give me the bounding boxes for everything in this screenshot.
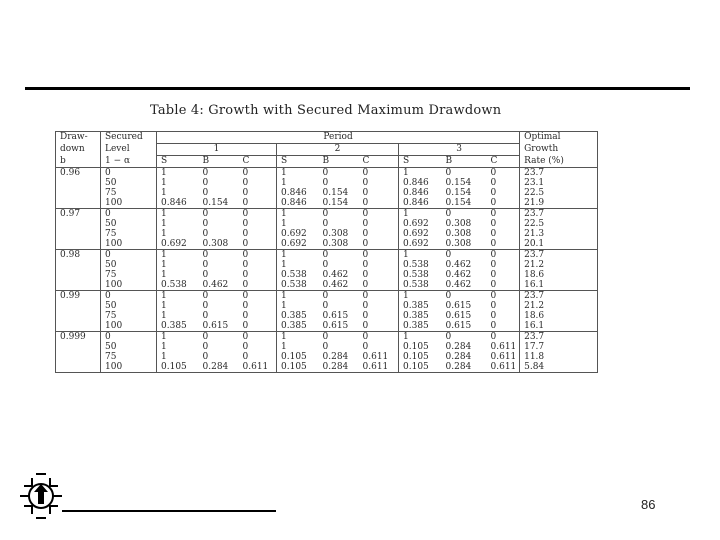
allocation-cell: 0: [442, 209, 487, 220]
allocation-cell: 0: [487, 291, 520, 302]
allocation-cell: 0.105: [157, 362, 199, 373]
header-drawdown-line-1: Draw-: [56, 132, 101, 144]
allocation-cell: 0: [239, 250, 277, 261]
secured-level-cell: 50: [101, 219, 157, 229]
allocation-cell: 0: [359, 332, 399, 343]
allocation-cell: 0: [239, 260, 277, 270]
allocation-cell: 0.538: [281, 280, 307, 290]
allocation-cell: 1: [281, 260, 287, 270]
drawdown-cell: [56, 260, 101, 270]
header-secured-line-1: Secured: [101, 132, 157, 144]
drawdown-cell: [56, 229, 101, 239]
drawdown-cell: [56, 280, 101, 291]
growth-rate-cell: 23.7: [520, 332, 598, 343]
allocation-cell: 1: [161, 301, 167, 311]
allocation-cell: 0: [319, 291, 359, 302]
allocation-cell: 0: [199, 168, 239, 179]
allocation-cell: 0.385: [281, 311, 307, 321]
allocation-cell: 0: [239, 280, 277, 291]
header-period-3: 3: [399, 144, 520, 156]
drawdown-cell: [56, 342, 101, 352]
allocation-cell: 1: [281, 219, 287, 229]
page-number: 86: [641, 497, 656, 512]
table-row: [56, 168, 598, 179]
drawdown-cell: [56, 198, 101, 209]
allocation-cell: 0.105: [277, 362, 319, 373]
drawdown-cell: [56, 188, 101, 198]
header-drawdown-line-3: b: [56, 156, 101, 168]
allocation-cell: 0: [322, 301, 329, 311]
allocation-cell: 1: [161, 219, 167, 229]
table-row: [56, 198, 598, 209]
allocation-cell: 0: [487, 321, 520, 332]
secured-level-cell: 75: [101, 311, 157, 321]
allocation-cell: 0: [487, 239, 520, 250]
allocation-cell: 0.538: [161, 280, 187, 290]
allocation-cell: 1: [161, 229, 167, 239]
allocation-cell: 0: [202, 178, 209, 188]
allocation-cell: 0.615: [202, 321, 229, 331]
header-secured-line-2: Level: [101, 144, 157, 156]
allocation-cell: 0: [239, 270, 277, 280]
secured-level-cell: 75: [101, 352, 157, 362]
allocation-cell: 0.284: [445, 352, 472, 362]
allocation-cell: 1: [399, 250, 442, 261]
secured-level-cell: 100: [101, 362, 157, 373]
allocation-cell: 0.611: [239, 362, 277, 373]
allocation-cell: 0: [239, 352, 277, 362]
allocation-cell: 0.462: [445, 280, 472, 290]
allocation-cell: 0: [199, 209, 239, 220]
allocation-cell: 0.154: [445, 198, 472, 208]
drawdown-cell: 0.97: [56, 209, 101, 220]
table-row: [56, 260, 598, 270]
secured-level-cell: 50: [101, 301, 157, 311]
allocation-cell: 0: [487, 311, 520, 321]
allocation-cell: 0.462: [445, 260, 472, 270]
allocation-cell: 0: [239, 229, 277, 239]
growth-rate-cell: 5.84: [520, 362, 598, 373]
bottom-rule: [62, 510, 276, 512]
allocation-cell: 0.105: [399, 362, 442, 373]
allocation-cell: 1: [157, 209, 199, 220]
allocation-cell: 0: [199, 332, 239, 343]
table-row: [56, 342, 598, 352]
allocation-cell: 0.385: [403, 311, 429, 321]
allocation-cell: 0.284: [199, 362, 239, 373]
allocation-cell: 0: [202, 229, 209, 239]
allocation-cell: 0: [487, 332, 520, 343]
table-row: [56, 321, 598, 332]
drawdown-cell: [56, 301, 101, 311]
allocation-cell: 0: [359, 250, 399, 261]
allocation-cell: 0.154: [322, 198, 349, 208]
allocation-cell: 0: [487, 198, 520, 209]
allocation-cell: 0.105: [403, 342, 429, 352]
allocation-cell: 0: [487, 280, 520, 291]
allocation-cell: 0.284: [445, 342, 472, 352]
header-asset-8: C: [487, 156, 520, 168]
secured-level-cell: 100: [101, 198, 157, 209]
table-row: [56, 362, 598, 373]
table-row: [56, 229, 598, 239]
allocation-cell: 1: [157, 168, 199, 179]
allocation-cell: 0: [442, 332, 487, 343]
allocation-cell: 0.462: [322, 280, 349, 290]
allocation-cell: 1: [161, 352, 167, 362]
allocation-cell: 0: [359, 291, 399, 302]
allocation-cell: 1: [157, 250, 199, 261]
allocation-cell: 0.846: [161, 198, 187, 208]
allocation-cell: 0: [359, 188, 399, 198]
header-drawdown-line-2: down: [56, 144, 101, 156]
allocation-cell: 0: [319, 168, 359, 179]
header-asset-4: B: [319, 156, 359, 168]
allocation-cell: 0: [322, 178, 329, 188]
drawdown-cell: 0.98: [56, 250, 101, 261]
allocation-cell: 0: [359, 280, 399, 291]
allocation-cell: 0: [239, 168, 277, 179]
allocation-cell: 0: [487, 188, 520, 198]
table-row: [56, 280, 598, 291]
allocation-cell: 1: [277, 168, 319, 179]
allocation-cell: 0.154: [322, 188, 349, 198]
growth-rate-cell: 18.6: [520, 270, 598, 280]
allocation-cell: 0.615: [322, 321, 349, 331]
allocation-cell: 0.846: [403, 198, 429, 208]
allocation-cell: 0: [487, 270, 520, 280]
growth-rate-cell: 17.7: [520, 342, 598, 352]
growth-rate-cell: 21.9: [520, 198, 598, 209]
growth-rate-cell: 22.5: [520, 219, 598, 229]
growth-rate-cell: 16.1: [520, 280, 598, 291]
table-row: [56, 332, 598, 343]
secured-level-cell: 0: [101, 250, 157, 261]
allocation-cell: 0: [202, 352, 209, 362]
allocation-cell: 0: [202, 301, 209, 311]
allocation-cell: 0.462: [322, 270, 349, 280]
secured-level-cell: 50: [101, 260, 157, 270]
allocation-cell: 1: [157, 332, 199, 343]
secured-level-cell: 75: [101, 188, 157, 198]
allocation-cell: 0.385: [403, 321, 429, 331]
allocation-cell: 0.615: [322, 311, 349, 321]
allocation-cell: 0: [359, 198, 399, 209]
allocation-cell: 0: [359, 219, 399, 229]
secured-level-cell: 75: [101, 229, 157, 239]
allocation-cell: 0.462: [202, 280, 229, 290]
allocation-cell: 0: [359, 229, 399, 239]
header-period-1: 1: [157, 144, 277, 156]
allocation-cell: 0: [239, 239, 277, 250]
growth-rate-cell: 21.3: [520, 229, 598, 239]
allocation-cell: 0: [322, 219, 329, 229]
allocation-cell: 0.611: [487, 352, 520, 362]
growth-rate-cell: 21.2: [520, 260, 598, 270]
secured-level-cell: 0: [101, 291, 157, 302]
secured-level-cell: 0: [101, 209, 157, 220]
allocation-cell: 0: [359, 311, 399, 321]
allocation-cell: 0: [359, 260, 399, 270]
allocation-cell: 0: [359, 270, 399, 280]
allocation-cell: 0.692: [161, 239, 187, 249]
drawdown-cell: [56, 362, 101, 373]
institution-logo: [16, 470, 66, 522]
allocation-cell: 0.611: [487, 342, 520, 352]
drawdown-cell: [56, 321, 101, 332]
allocation-cell: 0: [487, 301, 520, 311]
allocation-cell: 1: [161, 178, 167, 188]
drawdown-cell: [56, 178, 101, 188]
allocation-cell: 0.538: [281, 270, 307, 280]
secured-level-cell: 75: [101, 270, 157, 280]
allocation-cell: 0: [319, 250, 359, 261]
allocation-cell: 0: [359, 209, 399, 220]
header-secured-line-3: 1 − α: [101, 156, 157, 168]
allocation-cell: 0: [202, 188, 209, 198]
allocation-cell: 0: [359, 342, 399, 352]
allocation-cell: 0: [359, 239, 399, 250]
allocation-cell: 0.308: [445, 229, 472, 239]
allocation-cell: 0: [487, 250, 520, 261]
allocation-cell: 1: [277, 291, 319, 302]
allocation-cell: 0.538: [403, 270, 429, 280]
allocation-cell: 0.692: [403, 219, 429, 229]
allocation-cell: 0.105: [281, 352, 307, 362]
header-period: Period: [157, 132, 520, 144]
allocation-cell: 0: [487, 209, 520, 220]
allocation-cell: 0.692: [403, 239, 429, 249]
allocation-cell: 1: [277, 332, 319, 343]
header-asset-3: S: [277, 156, 319, 168]
allocation-cell: 0.692: [281, 239, 307, 249]
allocation-cell: 0: [202, 342, 209, 352]
allocation-cell: 0.615: [445, 301, 472, 311]
allocation-cell: 1: [277, 209, 319, 220]
allocation-cell: 0: [202, 260, 209, 270]
allocation-cell: 0: [202, 270, 209, 280]
growth-rate-cell: 11.8: [520, 352, 598, 362]
allocation-cell: 1: [281, 301, 287, 311]
growth-rate-cell: 16.1: [520, 321, 598, 332]
allocation-cell: 0: [239, 321, 277, 332]
table-row: [56, 311, 598, 321]
allocation-cell: 0.615: [445, 321, 472, 331]
allocation-cell: 0: [199, 250, 239, 261]
allocation-cell: 1: [281, 342, 287, 352]
secured-level-cell: 50: [101, 178, 157, 188]
allocation-cell: 0: [359, 301, 399, 311]
growth-rate-cell: 18.6: [520, 311, 598, 321]
allocation-cell: 0: [442, 291, 487, 302]
allocation-cell: 0: [239, 291, 277, 302]
allocation-cell: 0.308: [202, 239, 229, 249]
top-rule: [25, 87, 690, 90]
growth-rate-cell: 21.2: [520, 301, 598, 311]
allocation-cell: 0: [239, 178, 277, 188]
allocation-cell: 0: [239, 198, 277, 209]
allocation-cell: 0: [239, 188, 277, 198]
allocation-cell: 1: [399, 209, 442, 220]
allocation-cell: 0.308: [445, 239, 472, 249]
allocation-cell: 0.611: [487, 362, 520, 373]
allocation-cell: 0.284: [322, 352, 349, 362]
header-optimal-line-2: Growth: [520, 144, 598, 156]
allocation-cell: 1: [399, 291, 442, 302]
allocation-cell: 0.462: [445, 270, 472, 280]
allocation-cell: 0.846: [281, 198, 307, 208]
allocation-cell: 0: [487, 260, 520, 270]
allocation-cell: 0: [319, 332, 359, 343]
allocation-cell: 0: [319, 209, 359, 220]
allocation-cell: 0: [359, 168, 399, 179]
allocation-cell: 0: [442, 250, 487, 261]
allocation-cell: 0: [487, 229, 520, 239]
allocation-cell: 1: [161, 188, 167, 198]
allocation-cell: 0: [202, 219, 209, 229]
table-row: [56, 291, 598, 302]
drawdown-cell: 0.96: [56, 168, 101, 179]
header-asset-5: C: [359, 156, 399, 168]
secured-level-cell: 50: [101, 342, 157, 352]
allocation-cell: 0.154: [202, 198, 229, 208]
allocation-cell: 0.154: [445, 188, 472, 198]
growth-rate-cell: 23.7: [520, 168, 598, 179]
allocation-cell: 0.308: [322, 239, 349, 249]
header-optimal-line-3: Rate (%): [520, 156, 598, 168]
allocation-cell: 0: [487, 168, 520, 179]
allocation-cell: 0.284: [319, 362, 359, 373]
growth-rate-cell: 20.1: [520, 239, 598, 250]
table-row: [56, 188, 598, 198]
allocation-cell: 0.105: [403, 352, 429, 362]
allocation-cell: 0.385: [161, 321, 187, 331]
drawdown-cell: [56, 311, 101, 321]
allocation-cell: 0.615: [445, 311, 472, 321]
drawdown-cell: 0.99: [56, 291, 101, 302]
table-row: [56, 209, 598, 220]
allocation-cell: 1: [161, 311, 167, 321]
growth-table: [55, 131, 598, 373]
table-row: [56, 352, 598, 362]
allocation-cell: 0.538: [403, 260, 429, 270]
allocation-cell: 0: [239, 311, 277, 321]
allocation-cell: 1: [161, 342, 167, 352]
drawdown-cell: 0.999: [56, 332, 101, 343]
allocation-cell: 1: [161, 270, 167, 280]
table-row: [56, 270, 598, 280]
drawdown-cell: [56, 239, 101, 250]
allocation-cell: 0: [199, 291, 239, 302]
allocation-cell: 0.611: [359, 362, 399, 373]
allocation-cell: 1: [161, 260, 167, 270]
secured-level-cell: 0: [101, 168, 157, 179]
allocation-cell: 0.846: [403, 188, 429, 198]
allocation-cell: 0: [239, 219, 277, 229]
allocation-cell: 0.154: [445, 178, 472, 188]
growth-table-container: [55, 131, 597, 469]
allocation-cell: 0.385: [281, 321, 307, 331]
allocation-cell: 0: [322, 260, 329, 270]
table-row: [56, 239, 598, 250]
secured-level-cell: 100: [101, 321, 157, 332]
allocation-cell: 1: [157, 291, 199, 302]
table-row: [56, 219, 598, 229]
allocation-cell: 0: [239, 209, 277, 220]
table-row: [56, 178, 598, 188]
secured-level-cell: 100: [101, 239, 157, 250]
allocation-cell: 0: [322, 342, 329, 352]
allocation-cell: 0.538: [403, 280, 429, 290]
header-asset-2: C: [239, 156, 277, 168]
allocation-cell: 0: [487, 219, 520, 229]
header-asset-6: S: [399, 156, 442, 168]
allocation-cell: 1: [399, 332, 442, 343]
header-period-2: 2: [277, 144, 399, 156]
allocation-cell: 0.308: [322, 229, 349, 239]
allocation-cell: 0: [202, 311, 209, 321]
header-asset-0: S: [157, 156, 199, 168]
growth-rate-cell: 23.1: [520, 178, 598, 188]
allocation-cell: 0: [239, 332, 277, 343]
growth-rate-cell: 23.7: [520, 209, 598, 220]
drawdown-cell: [56, 219, 101, 229]
allocation-cell: 1: [281, 178, 287, 188]
allocation-cell: 0: [487, 178, 520, 188]
allocation-cell: 0: [359, 178, 399, 188]
header-asset-7: B: [442, 156, 487, 168]
allocation-cell: 1: [399, 168, 442, 179]
allocation-cell: 0.611: [359, 352, 399, 362]
allocation-cell: 0: [359, 321, 399, 332]
header-asset-1: B: [199, 156, 239, 168]
table-caption: Table 4: Growth with Secured Maximum Drawdown: [150, 103, 502, 118]
allocation-cell: 0.692: [403, 229, 429, 239]
table-row: [56, 250, 598, 261]
secured-level-cell: 0: [101, 332, 157, 343]
table-row: [56, 301, 598, 311]
allocation-cell: 1: [277, 250, 319, 261]
growth-rate-cell: 22.5: [520, 188, 598, 198]
growth-rate-cell: 23.7: [520, 291, 598, 302]
allocation-cell: 0: [442, 168, 487, 179]
allocation-cell: 0: [239, 342, 277, 352]
allocation-cell: 0.846: [403, 178, 429, 188]
allocation-cell: 0.284: [442, 362, 487, 373]
growth-rate-cell: 23.7: [520, 250, 598, 261]
allocation-cell: 0.692: [281, 229, 307, 239]
drawdown-cell: [56, 270, 101, 280]
allocation-cell: 0: [239, 301, 277, 311]
secured-level-cell: 100: [101, 280, 157, 291]
drawdown-cell: [56, 352, 101, 362]
allocation-cell: 0.385: [403, 301, 429, 311]
allocation-cell: 0.846: [281, 188, 307, 198]
allocation-cell: 0.308: [445, 219, 472, 229]
header-optimal-line-1: Optimal: [520, 132, 598, 144]
